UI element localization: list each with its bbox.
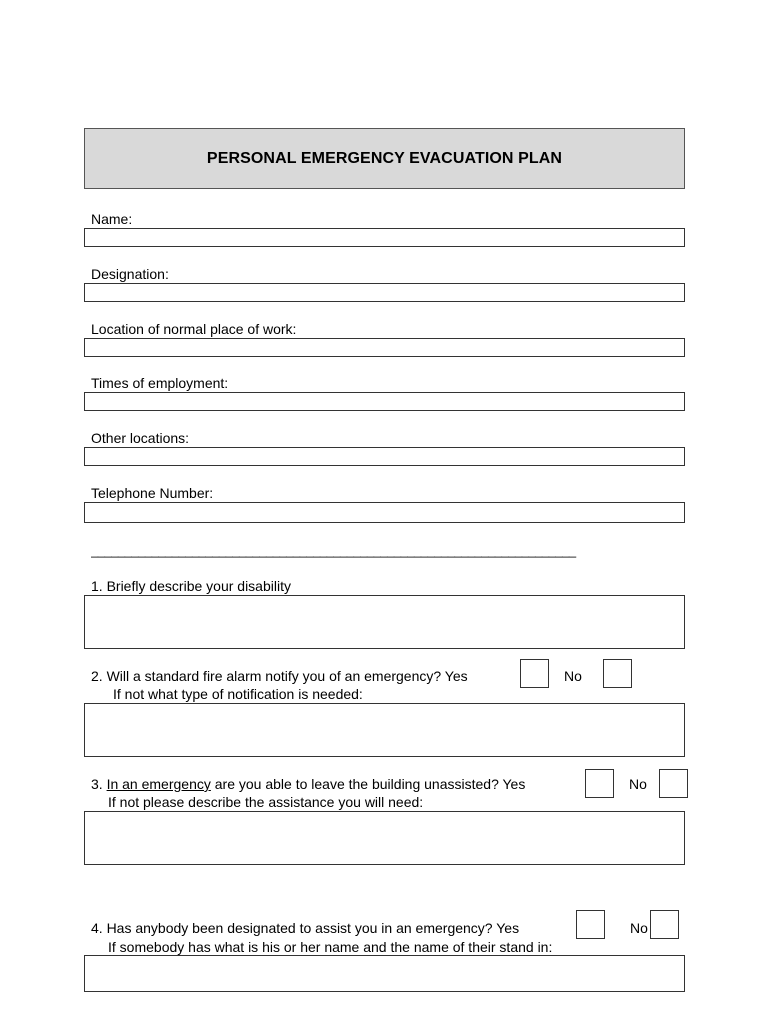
location-field[interactable] [84,338,685,357]
q4-no-label: No [630,920,648,936]
designation-label: Designation: [91,266,169,282]
q3-sub-label: If not please describe the assistance you will need: [108,794,424,810]
q3-rest: are you able to leave the building unassisted? Yes [210,776,526,792]
q3-yes-checkbox[interactable] [585,769,614,798]
times-label: Times of employment: [91,375,229,391]
q3-no-checkbox[interactable] [659,769,688,798]
q2-sub-label: If not what type of notification is needed: [113,686,363,702]
designation-field[interactable] [84,283,685,302]
name-field[interactable] [84,228,685,247]
name-label: Name: [91,211,133,227]
q3-answer-field[interactable] [84,811,685,865]
location-label: Location of normal place of work: [91,321,297,337]
q3-prefix: 3. [91,776,107,792]
q4-yes-checkbox[interactable] [576,910,605,939]
q3-no-label: No [629,776,647,792]
other-locations-field[interactable] [84,447,685,466]
q4-answer-field[interactable] [84,955,685,992]
q1-label: 1. Briefly describe your disability [91,578,291,594]
separator-line: ________________________________________________________________________ [91,543,576,558]
q3-label [91,776,525,792]
telephone-field[interactable] [84,502,685,523]
q2-no-checkbox[interactable] [603,659,632,688]
q2-answer-field[interactable] [84,703,685,757]
q1-answer-field[interactable] [84,595,685,649]
q4-no-checkbox[interactable] [650,910,679,939]
telephone-label: Telephone Number: [91,485,214,501]
q4-label: 4. Has anybody been designated to assist you in an emergency? Yes [91,920,520,936]
q2-label: 2. Will a standard fire alarm notify you of an emergency? Yes [91,668,468,684]
q2-yes-checkbox[interactable] [520,659,549,688]
q3-underlined-text: In an emergency [106,776,211,792]
q2-no-label: No [564,668,582,684]
other-locations-label: Other locations: [91,430,190,446]
q4-sub-label: If somebody has what is his or her name and the name of their stand in: [108,939,553,955]
times-field[interactable] [84,392,685,411]
form-title: PERSONAL EMERGENCY EVACUATION PLAN [84,128,685,189]
